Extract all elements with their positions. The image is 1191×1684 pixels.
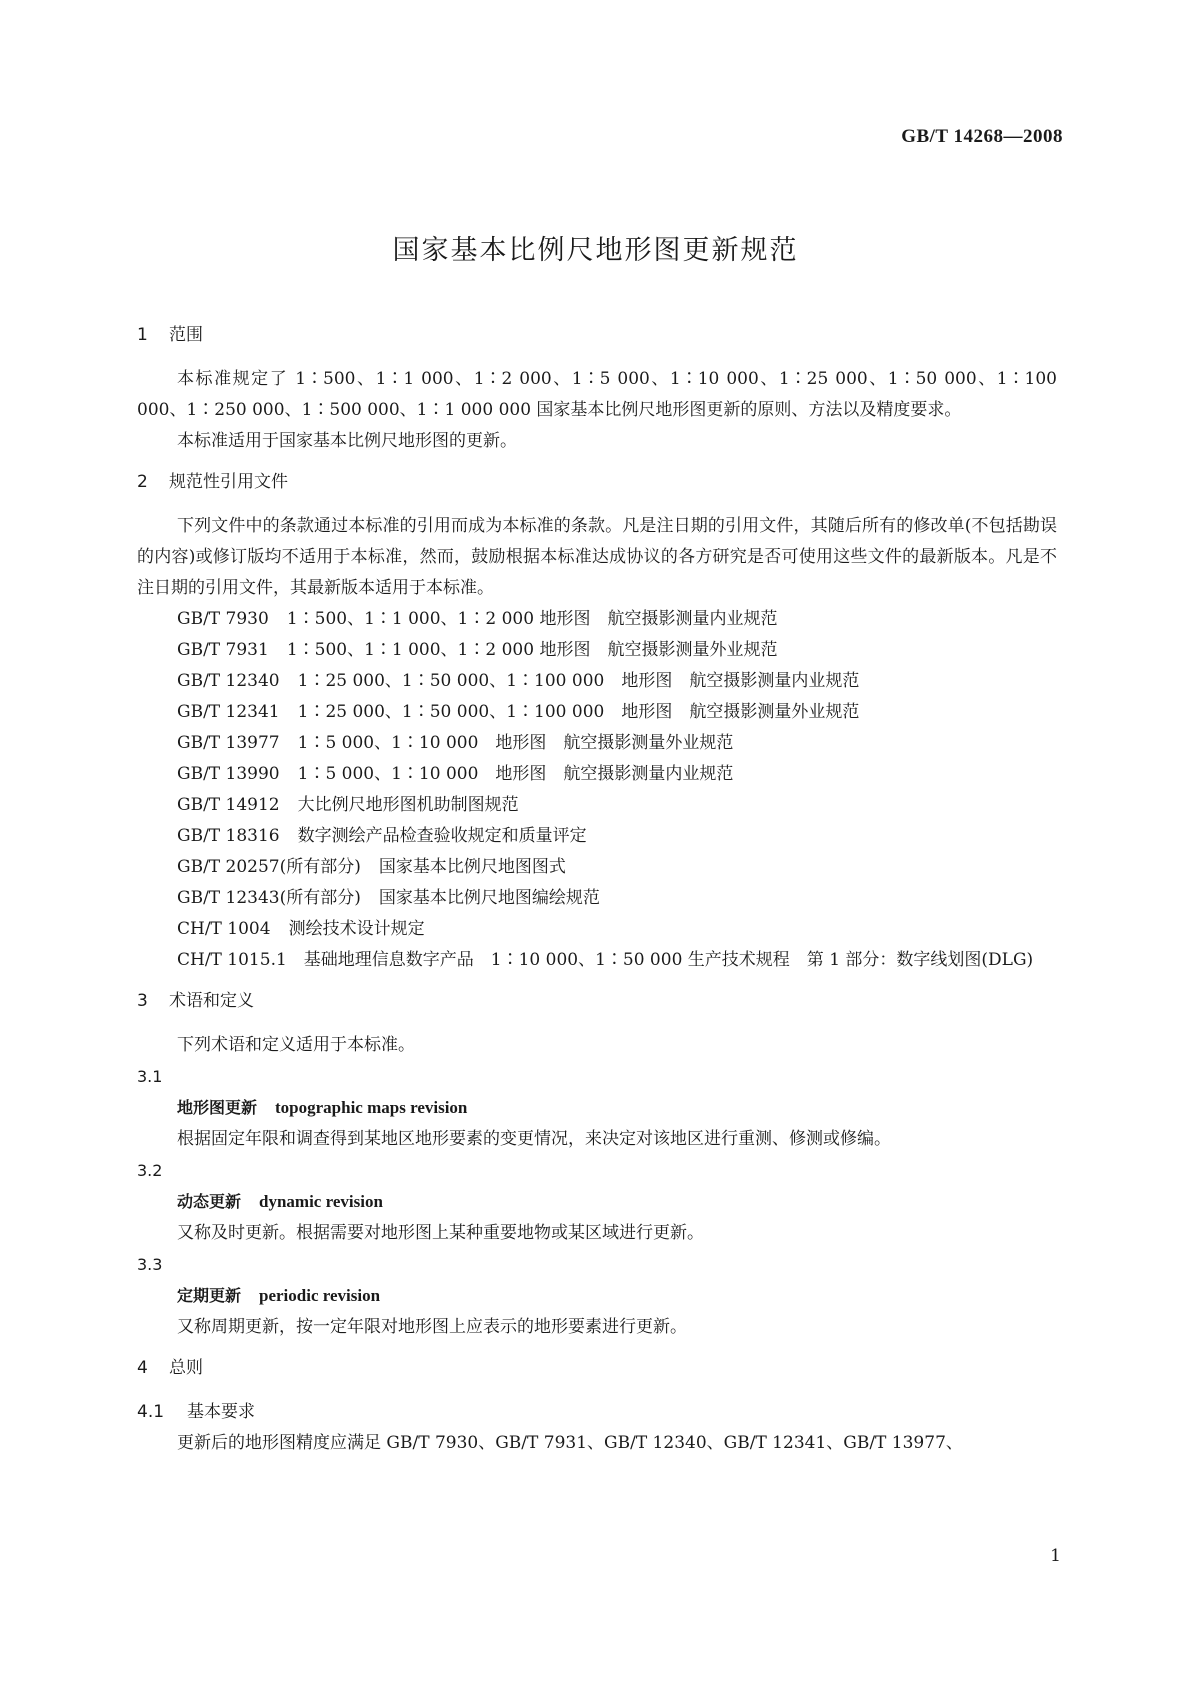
reference-code: GB/T 14912 [177, 795, 280, 815]
section-4-heading [137, 1353, 1057, 1383]
section-4-paragraph-1: 更新后的地形图精度应满足 GB/T 7930、GB/T 7931、GB/T 12340、GB/T 12341、GB/T 13977、 [177, 1433, 963, 1453]
reference-item [137, 914, 1057, 945]
section-3-heading [137, 986, 1057, 1016]
reference-code: GB/T 18316 [177, 826, 280, 846]
term-heading [137, 1092, 1057, 1124]
reference-code: GB/T 12341 [177, 702, 280, 722]
reference-code: GB/T 13990 [177, 764, 280, 784]
reference-item [137, 697, 1057, 728]
reference-item [137, 666, 1057, 697]
term-heading [137, 1186, 1057, 1218]
section-number: 3 [137, 991, 148, 1011]
section-title: 总则 [169, 1358, 203, 1378]
term-number: 3.2 [137, 1161, 163, 1180]
section-1-heading [137, 320, 1057, 350]
reference-item [137, 728, 1057, 759]
reference-code: GB/T 13977 [177, 733, 280, 753]
reference-code: GB/T 20257(所有部分) [177, 857, 361, 877]
reference-title: 1∶5 000、1∶10 000 地形图 航空摄影测量内业规范 [297, 764, 734, 784]
reference-title: 国家基本比例尺地图编绘规范 [378, 888, 600, 908]
reference-title: 数字测绘产品检查验收规定和质量评定 [297, 826, 587, 846]
section-number: 1 [137, 325, 148, 345]
reference-item [137, 790, 1057, 821]
reference-code: GB/T 12340 [177, 671, 280, 691]
document-body [137, 320, 1057, 1459]
reference-title: 测绘技术设计规定 [288, 919, 425, 939]
reference-item [137, 883, 1057, 914]
section-1-paragraph-2: 本标准适用于国家基本比例尺地形图的更新。 [177, 431, 517, 451]
reference-title: 1∶500、1∶1 000、1∶2 000 地形图 航空摄影测量内业规范 [286, 609, 778, 629]
subsection-4-1-heading [137, 1397, 1057, 1428]
term-chinese: 定期更新 [177, 1286, 242, 1305]
section-2-intro: 下列文件中的条款通过本标准的引用而成为本标准的条款。凡是注日期的引用文件，其随后所有的修改单(不包括勘误的内容)或修订版均不适用于本标准，然而，鼓励根据本标准达成协议的各方研究是否可使用这些文件的最新版本。凡是不注日期的引用文件，其最新版本适用于本标准。 [137, 516, 1057, 598]
reference-item [137, 821, 1057, 852]
subsection-title: 基本要求 [187, 1402, 255, 1422]
reference-item [137, 604, 1057, 635]
reference-title: 1∶5 000、1∶10 000 地形图 航空摄影测量外业规范 [297, 733, 734, 753]
section-3-intro: 下列术语和定义适用于本标准。 [177, 1035, 415, 1055]
reference-title: 1∶500、1∶1 000、1∶2 000 地形图 航空摄影测量外业规范 [286, 640, 778, 660]
reference-item [137, 635, 1057, 666]
document-code: GB/T 14268—2008 [901, 126, 1063, 147]
reference-title: 国家基本比例尺地图图式 [378, 857, 566, 877]
reference-code: CH/T 1004 [177, 919, 271, 939]
reference-title: 1∶25 000、1∶50 000、1∶100 000 地形图 航空摄影测量内业规范 [297, 671, 860, 691]
section-number: 4 [137, 1358, 148, 1378]
reference-code: GB/T 7931 [177, 640, 269, 660]
term-definition: 又称及时更新。根据需要对地形图上某种重要地物或某区域进行更新。 [177, 1223, 704, 1243]
reference-item [137, 759, 1057, 790]
section-title: 规范性引用文件 [169, 472, 288, 492]
term-definition: 根据固定年限和调查得到某地区地形要素的变更情况，来决定对该地区进行重测、修测或修编。 [177, 1129, 891, 1149]
subsection-number: 4.1 [137, 1402, 165, 1422]
term-number: 3.3 [137, 1255, 163, 1274]
document-title: 国家基本比例尺地形图更新规范 [392, 235, 799, 266]
term-chinese: 地形图更新 [177, 1098, 258, 1117]
section-1-paragraph-1: 本标准规定了 1∶500、1∶1 000、1∶2 000、1∶5 000、1∶10 000、1∶25 000、1∶50 000、1∶100 000、1∶250 000、1∶500 000、1∶1 000 000 国家基本比例尺地形图更新的原则、方法以及精度要求。 [137, 369, 1057, 420]
reference-code: GB/T 7930 [177, 609, 269, 629]
reference-title: 大比例尺地形图机助制图规范 [297, 795, 519, 815]
term-heading [137, 1280, 1057, 1312]
section-number: 2 [137, 472, 148, 492]
section-2-heading [137, 467, 1057, 497]
section-title: 术语和定义 [169, 991, 254, 1011]
reference-title: 1∶25 000、1∶50 000、1∶100 000 地形图 航空摄影测量外业规范 [297, 702, 860, 722]
reference-code: GB/T 12343(所有部分) [177, 888, 361, 908]
reference-list [137, 604, 1057, 976]
term-english: dynamic revision [259, 1192, 383, 1211]
term-chinese: 动态更新 [177, 1192, 242, 1211]
section-title: 范围 [169, 325, 203, 345]
reference-item [137, 852, 1057, 883]
term-english: topographic maps revision [275, 1098, 468, 1117]
page-number: 1 [1050, 1546, 1061, 1566]
term-number: 3.1 [137, 1067, 163, 1086]
term-english: periodic revision [259, 1286, 381, 1305]
term-definition: 又称周期更新，按一定年限对地形图上应表示的地形要素进行更新。 [177, 1317, 687, 1337]
reference-item-wrapped: CH/T 1015.1 基础地理信息数字产品 1∶10 000、1∶50 000 生产技术规程 第 1 部分：数字线划图(DLG) [177, 950, 1034, 970]
